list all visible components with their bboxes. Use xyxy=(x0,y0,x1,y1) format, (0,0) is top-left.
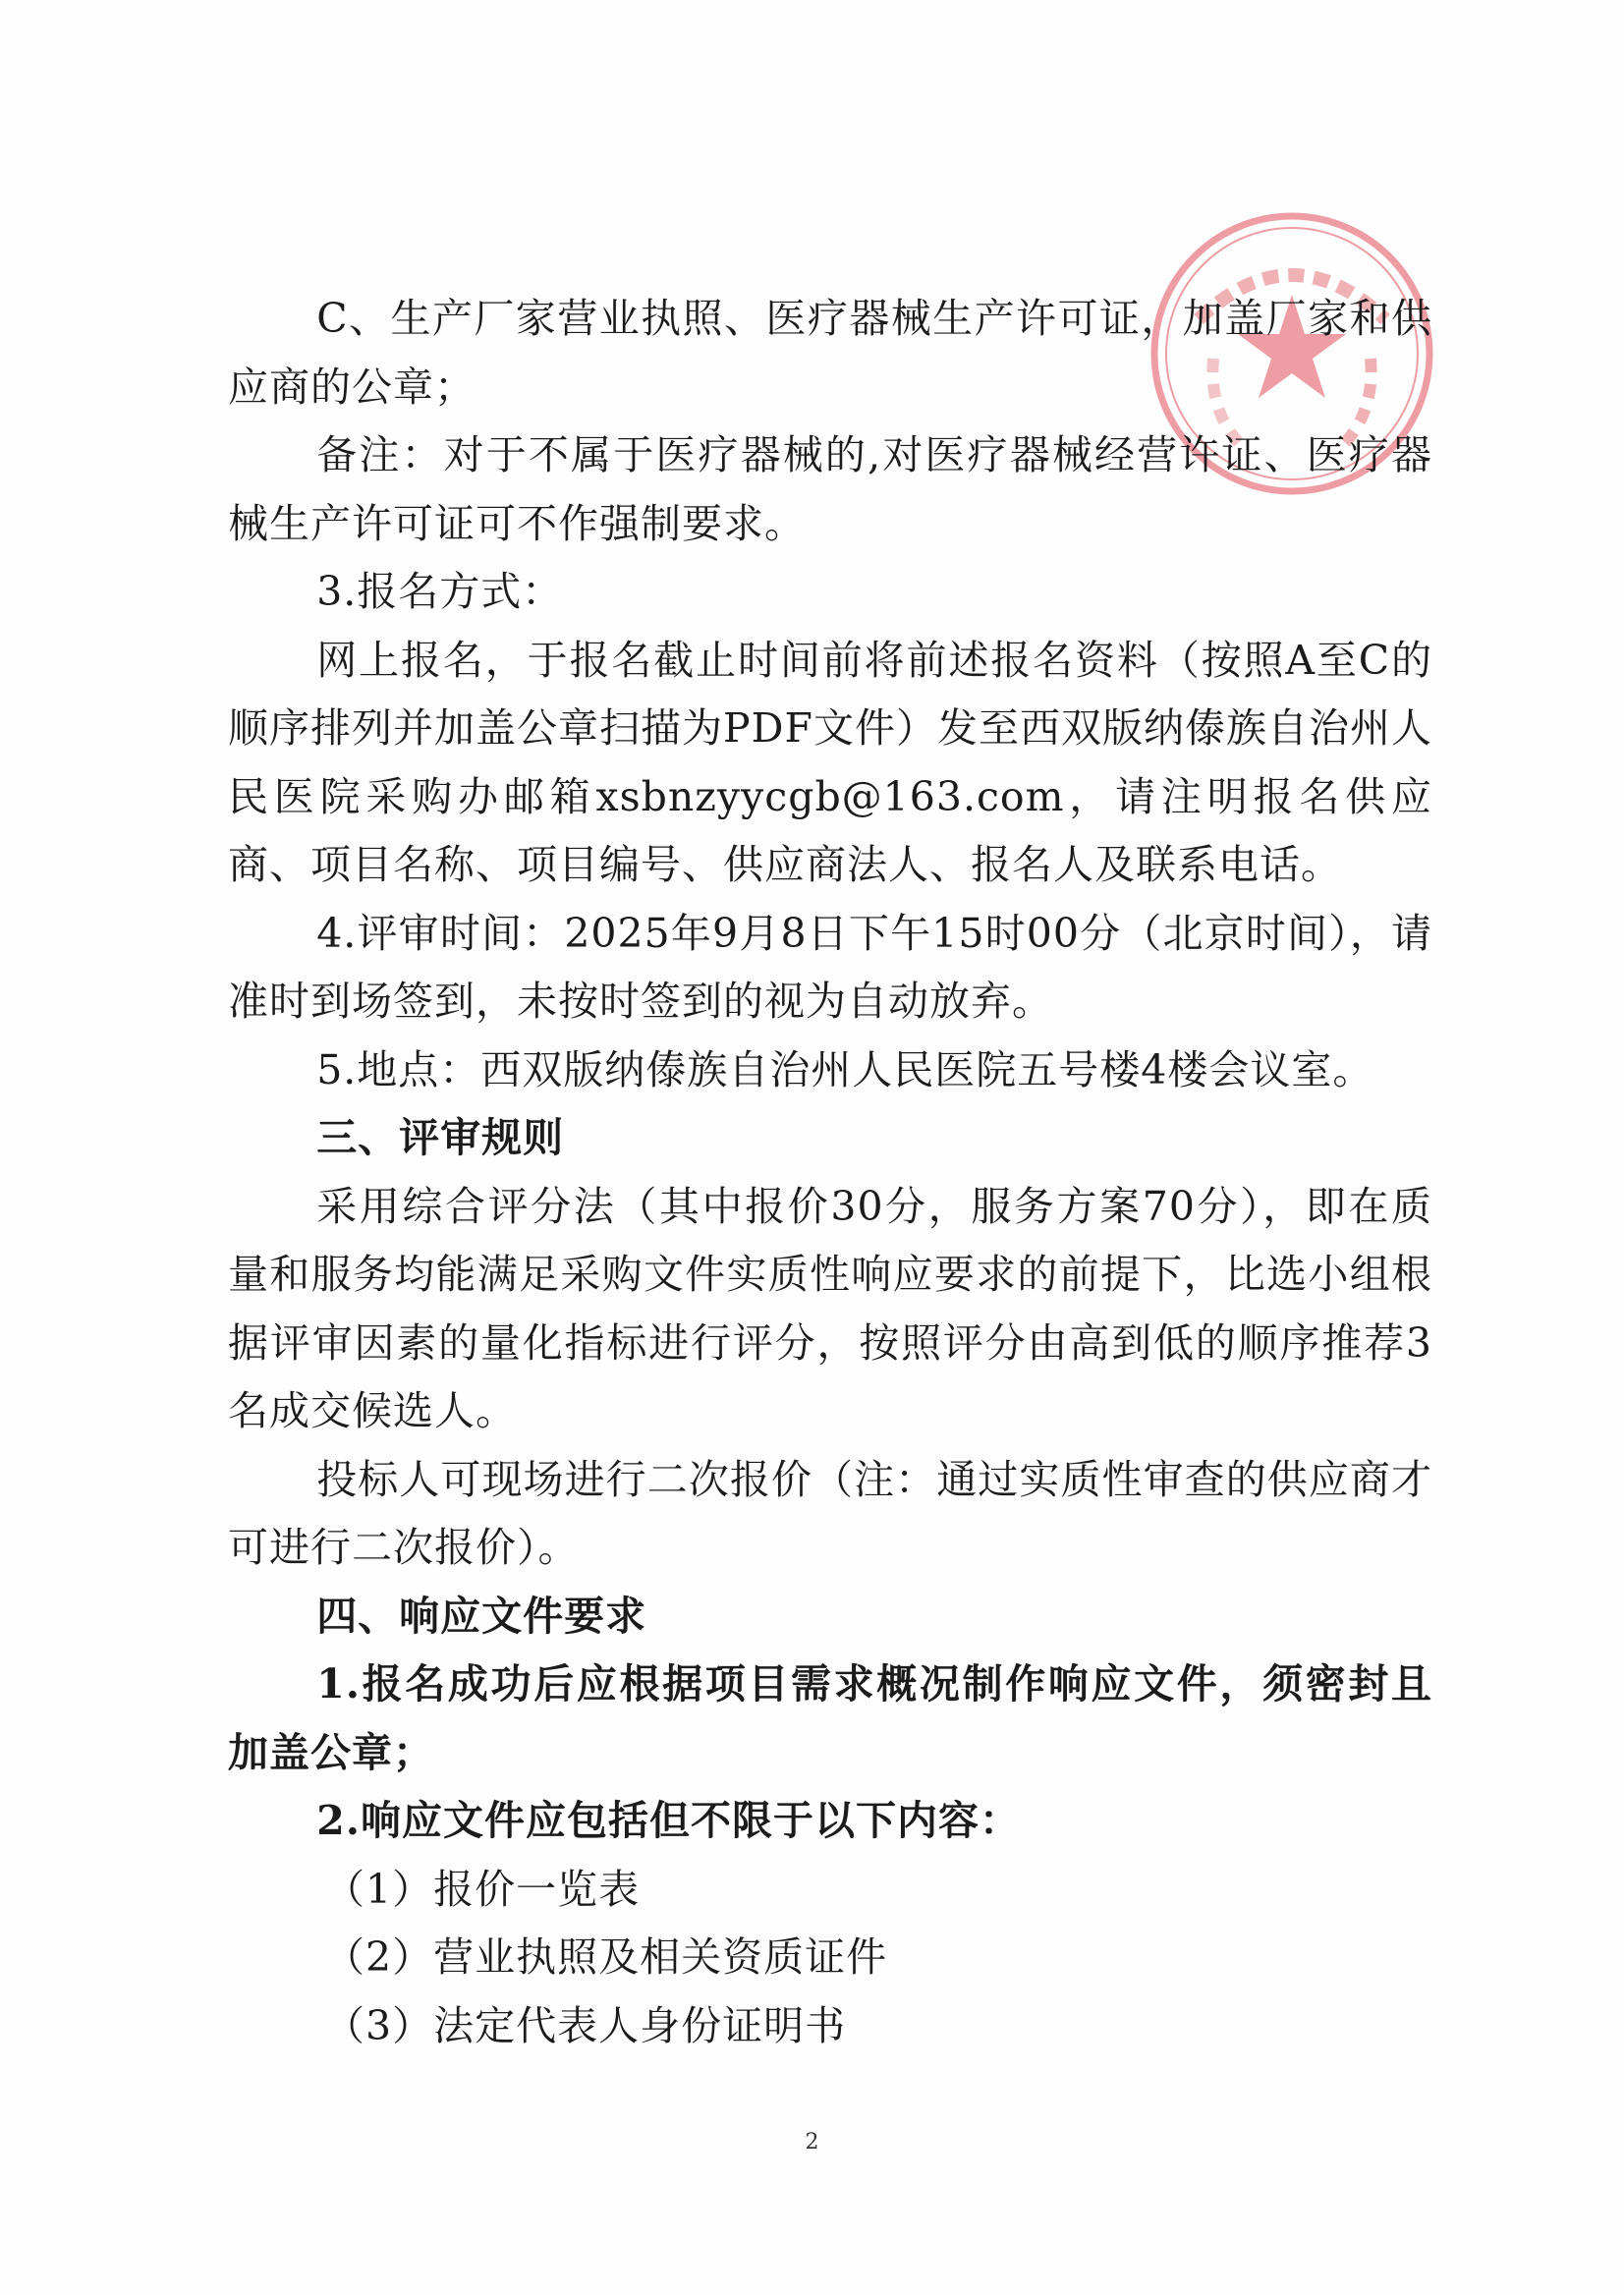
paragraph-second-quote: 投标人可现场进行二次报价（注：通过实质性审查的供应商才可进行二次报价）。 xyxy=(228,1455,1432,1571)
paragraph-online-registration: 网上报名，于报名截止时间前将前述报名资料（按照A至C的顺序排列并加盖公章扫描为PDF文件）发至西双版纳傣族自治州人民医院采购办邮箱xsbnzyycgb@163.com，请注明报名供应商、项目名称、项目编号、供应商法人、报名人及联系电话。 xyxy=(228,636,1432,888)
section-heading-response-requirements: 四、响应文件要求 xyxy=(316,1592,647,1640)
paragraph-license-c: C、生产厂家营业执照、医疗器械生产许可证，加盖厂家和供应商的公章； xyxy=(228,295,1432,411)
document-body xyxy=(228,285,1432,2060)
paragraph-registration-method-title: 3.报名方式： xyxy=(316,568,564,615)
page-number: 2 xyxy=(805,2130,819,2155)
list-item: （3）法定代表人身份证明书 xyxy=(324,2001,847,2049)
paragraph-location: 5.地点：西双版纳傣族自治州人民医院五号楼4楼会议室。 xyxy=(316,1045,1374,1093)
paragraph-scoring-method: 采用综合评分法（其中报价30分，服务方案70分），即在质量和服务均能满足采购文件实质性响应要求的前提下，比选小组根据评审因素的量化指标进行评分，按照评分由高到低的顺序推荐3名成交候选人。 xyxy=(228,1182,1432,1434)
paragraph-note: 备注：对于不属于医疗器械的,对医疗器械经营许证、医疗器械生产许可证可不作强制要求。 xyxy=(228,431,1432,547)
paragraph-requirement-2: 2.响应文件应包括但不限于以下内容： xyxy=(316,1797,1021,1844)
list-item: （2）营业执照及相关资质证件 xyxy=(324,1933,888,1981)
list-item: （1）报价一览表 xyxy=(324,1865,641,1913)
paragraph-review-time: 4.评审时间：2025年9月8日下午15时00分（北京时间），请准时到场签到，未按时签到的视为自动放弃。 xyxy=(228,909,1432,1025)
paragraph-requirement-1: 1.报名成功后应根据项目需求概况制作响应文件，须密封且加盖公章； xyxy=(228,1660,1432,1776)
section-heading-review-rules: 三、评审规则 xyxy=(316,1114,565,1161)
